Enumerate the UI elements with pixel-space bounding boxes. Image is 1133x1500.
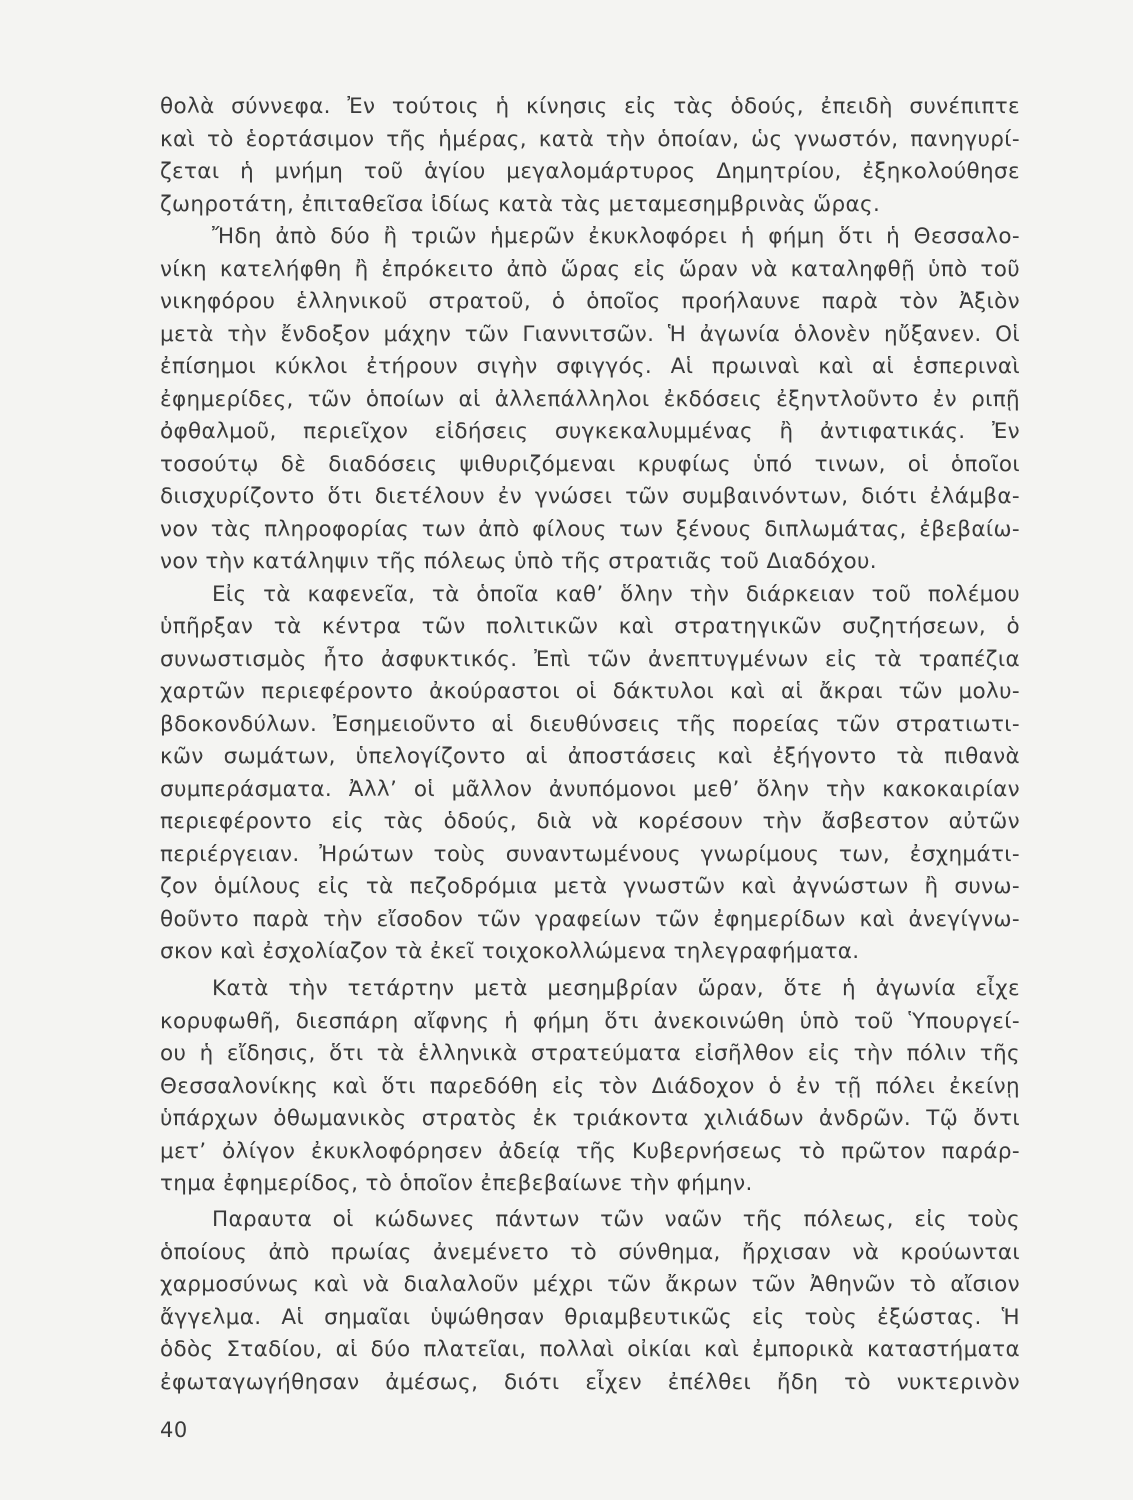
text-line: ἄγγελμα. Αἱ σημαῖαι ὑψώθησαν θριαμβευτικῶς εἰς τοὺς ἐξώστας. Ἡ (160, 1304, 1020, 1330)
text-line: ἐφημερίδες, τῶν ὁποίων αἱ ἀλλεπάλληλοι ἐκδόσεις ἐξηντλοῦντο ἐν ριπῇ (160, 386, 1020, 412)
text-line: τοσούτῳ δὲ διαδόσεις ψιθυριζόμεναι κρυφίως ὑπό τινων, οἱ ὁποῖοι (160, 451, 1020, 477)
text-line: νικηφόρου ἑλληνικοῦ στρατοῦ, ὁ ὁποῖος προήλαυνε παρὰ τὸν Ἀξιὸν (160, 289, 1020, 314)
text-line: κορυφωθῆ, διεσπάρη αἴφνης ἡ φήμη ὅτι ἀνεκοινώθη ὑπὸ τοῦ Ὑπουργεί- (160, 1008, 1020, 1034)
text-line: χαρτῶν περιεφέροντο ἀκούραστοι οἱ δάκτυλοι καὶ αἱ ἄκραι τῶν μολυ- (160, 679, 1020, 704)
paragraph-start-line: Κατὰ τὴν τετάρτην μετὰ μεσημβρίαν ὥραν, ὅτε ἡ ἀγωνία εἶχε (212, 976, 1020, 1001)
text-line: ζεται ἡ μνήμη τοῦ ἁγίου μεγαλομάρτυρος Δημητρίου, ἐξηκολούθησε (160, 159, 1020, 184)
text-line: συμπεράσματα. Ἀλλ’ οἱ μᾶλλον ἀνυπόμονοι μεθ’ ὅλην τὴν κακοκαιρίαν (160, 776, 1020, 802)
text-line: ἐφωταγωγήθησαν ἀμέσως, διότι εἶχεν ἐπέλθει ἤδη τὸ νυκτερινὸν (160, 1369, 1020, 1395)
text-line: καὶ τὸ ἑορτάσιμον τῆς ἡμέρας, κατὰ τὴν ὁποίαν, ὡς γνωστόν, πανηγυρί- (160, 126, 1020, 152)
text-line: ὑπῆρξαν τὰ κέντρα τῶν πολιτικῶν καὶ στρατηγικῶν συζητήσεων, ὁ (160, 614, 1020, 639)
text-line: μετ’ ὀλίγον ἐκυκλοφόρησεν ἀδείᾳ τῆς Κυβερνήσεως τὸ πρῶτον παράρ- (160, 1138, 1020, 1164)
text-line: ὁδὸς Σταδίου, αἱ δύο πλατεῖαι, πολλαὶ οἰκίαι καὶ ἐμπορικὰ καταστήματα (160, 1337, 1020, 1362)
text-line: διισχυρίζοντο ὅτι διετέλουν ἐν γνώσει τῶν συμβαινόντων, διότι ἐλάμβα- (160, 484, 1020, 509)
text-line: κῶν σωμάτων, ὑπελογίζοντο αἱ ἀποστάσεις καὶ ἐξήγοντο τὰ πιθανὰ (160, 744, 1020, 769)
text-line: χαρμοσύνως καὶ νὰ διαλαλοῦν μέχρι τῶν ἄκρων τῶν Ἀθηνῶν τὸ αἴσιον (160, 1272, 1020, 1297)
text-line: συνωστισμὸς ἦτο ἀσφυκτικός. Ἐπὶ τῶν ἀνεπτυγμένων εἰς τὰ τραπέζια (160, 646, 1020, 672)
text-line: σκον καὶ ἐσχολίαζον τὰ ἐκεῖ τοιχοκολλώμενα τηλεγραφήματα. (160, 939, 860, 964)
text-line: ὁποίους ἀπὸ πρωίας ἀνεμένετο τὸ σύνθημα, ἤρχισαν νὰ κρούωνται (160, 1239, 1020, 1265)
text-line: τημα ἐφημερίδος, τὸ ὁποῖον ἐπεβεβαίωνε τὴν φήμην. (160, 1171, 753, 1196)
text-line: περιεφέροντο εἰς τὰς ὁδούς, διὰ νὰ κορέσουν τὴν ἄσβεστον αὐτῶν (160, 809, 1020, 834)
text-line: θοῦντο παρὰ τὴν εἴσοδον τῶν γραφείων τῶν ἐφημερίδων καὶ ἀνεγίγνω- (160, 906, 1020, 932)
text-line: νίκη κατελήφθη ἢ ἐπρόκειτο ἀπὸ ὥρας εἰς ὥραν νὰ καταληφθῇ ὑπὸ τοῦ (160, 256, 1020, 282)
paragraph-start-line: Εἰς τὰ καφενεῖα, τὰ ὁποῖα καθ’ ὅλην τὴν διάρκειαν τοῦ πολέμου (212, 581, 1020, 607)
text-line: θολὰ σύννεφα. Ἐν τούτοις ἡ κίνησις εἰς τὰς ὁδούς, ἐπειδὴ συνέπιπτε (160, 94, 1020, 119)
text-line: νον τὴν κατάληψιν τῆς πόλεως ὑπὸ τῆς στρατιᾶς τοῦ Διαδόχου. (160, 549, 877, 574)
paragraph-start-line: Ἤδη ἀπὸ δύο ἢ τριῶν ἡμερῶν ἐκυκλοφόρει ἡ φήμη ὅτι ἡ Θεσσαλο- (212, 224, 1020, 249)
text-line: ζον ὁμίλους εἰς τὰ πεζοδρόμια μετὰ γνωστῶν καὶ ἀγνώστων ἢ συνω- (160, 874, 1020, 899)
text-line: ζωηροτάτη, ἐπιταθεῖσα ἰδίως κατὰ τὰς μεταμεσημβρινὰς ὥρας. (160, 191, 881, 217)
text-line: ἐπίσημοι κύκλοι ἐτήρουν σιγὴν σφιγγός. Αἱ πρωιναὶ καὶ αἱ ἑσπεριναὶ (160, 354, 1020, 379)
page-number: 40 (160, 1418, 188, 1442)
text-line: ου ἡ εἴδησις, ὅτι τὰ ἑλληνικὰ στρατεύματα εἰσῆλθον εἰς τὴν πόλιν τῆς (160, 1041, 1020, 1066)
text-line: μετὰ τὴν ἔνδοξον μάχην τῶν Γιαννιτσῶν. Ἡ ἀγωνία ὁλονὲν ηὔξανεν. Οἱ (160, 321, 1020, 347)
text-line: ὑπάρχων ὀθωμανικὸς στρατὸς ἐκ τριάκοντα χιλιάδων ἀνδρῶν. Τῷ ὄντι (160, 1106, 1020, 1131)
text-line: Θεσσαλονίκης καὶ ὅτι παρεδόθη εἰς τὸν Διάδοχον ὁ ἐν τῇ πόλει ἐκείνῃ (160, 1073, 1020, 1099)
text-line: ὀφθαλμοῦ, περιεῖχον εἰδήσεις συγκεκαλυμμένας ἢ ἀντιφατικάς. Ἐν (160, 419, 1020, 444)
paragraph-start-line: Παραυτα οἱ κώδωνες πάντων τῶν ναῶν τῆς πόλεως, εἰς τοὺς (212, 1207, 1020, 1232)
text-line: περιέργειαν. Ἠρώτων τοὺς συναντωμένους γνωρίμους των, ἐσχημάτι- (160, 841, 1020, 867)
text-line: βδοκονδύλων. Ἐσημειοῦντο αἱ διευθύνσεις τῆς πορείας τῶν στρατιωτι- (160, 711, 1020, 737)
text-line: νον τὰς πληροφορίας των ἀπὸ φίλους των ξένους διπλωμάτας, ἐβεβαίω- (160, 516, 1020, 542)
